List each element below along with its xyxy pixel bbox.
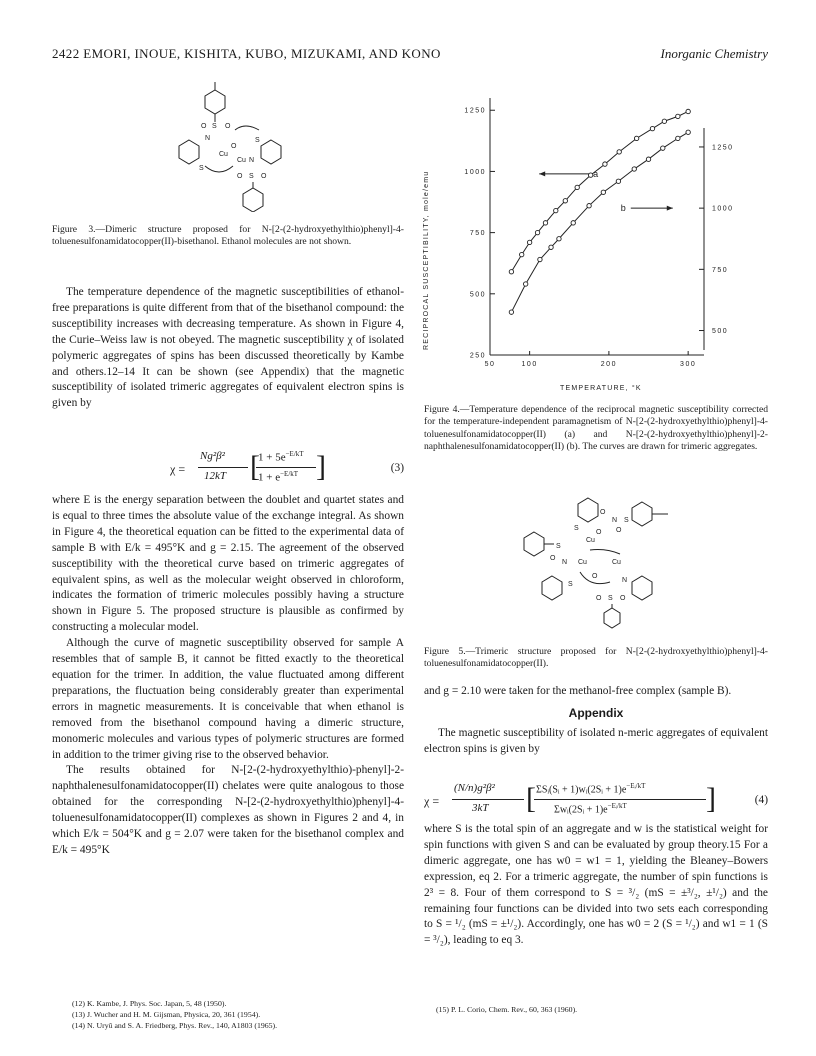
y-left-tick-label: 1000 bbox=[464, 168, 486, 176]
y-left-tick-label: 250 bbox=[469, 352, 486, 360]
series-b-point bbox=[549, 245, 553, 249]
atom-label: S bbox=[574, 525, 579, 532]
series-a-point bbox=[650, 126, 654, 130]
atom-label: Cu bbox=[578, 559, 587, 566]
atom-label: S bbox=[255, 137, 260, 144]
series-a-point bbox=[662, 119, 666, 123]
y-right-tick-label: 750 bbox=[712, 266, 729, 274]
series-a-label: a bbox=[593, 168, 599, 179]
paragraph: The temperature dependence of the magnetic susceptibilities of ethanol-free preparations is quite different from that of the bisethanol compound: the susceptibility increases with decreasing temperature. As shown in Figure 4, the Curie–Weiss law is not obeyed. The magnetic susceptibility χ of isolated polymeric aggregates of spins has been discussed theoretically by Kambe and others.12–14 It can be shown (see Appendix) that the magnetic susceptibility of isolated trimeric aggregates of equivalent electron spins is given by bbox=[52, 286, 404, 410]
x-tick-label: 200 bbox=[600, 361, 617, 368]
right-column-continued bbox=[424, 822, 768, 949]
paragraph: where E is the energy separation between the doublet and quartet states and is equal to three times the absolute value of the exchange integral. As shown in Figure 4, the theoretical equation can be fitted to the experimental data of sample B with E/k = 495°K and g = 2.15. The agreement of the observed susceptibility with the theoretical curve based on trimeric aggregates of equivalent spins, as well as the molecular weight observed in chloroform, indicates the formation of trimeric molecules possibly having a structure shown in Figure 5. The proposed structure is plausible as confirmed by constructing a molecular model. bbox=[52, 494, 404, 634]
series-a-point bbox=[543, 221, 547, 225]
footnote: (14) N. Uryû and S. A. Friedberg, Phys. Rev., 140, A1803 (1965). bbox=[72, 1021, 278, 1030]
atom-label: O bbox=[620, 595, 626, 602]
equation-4: χ = (N/n)g²β² 3kT [ ΣSᵢ(Sᵢ + 1)wᵢ(2Sᵢ + $1)e^{-Eᵢ/kT}$ Σwᵢ(2Sᵢ + $1)e^{-Eᵢ/kT}$ ] (4) bbox=[424, 782, 768, 816]
footnotes-right bbox=[436, 1004, 766, 1015]
figure-3-structure bbox=[175, 82, 305, 212]
series-b-point bbox=[646, 157, 650, 161]
atom-label: S bbox=[199, 165, 204, 172]
series-b-point bbox=[557, 237, 561, 241]
y-right-tick-label: 1000 bbox=[712, 205, 734, 213]
paragraph: The magnetic susceptibility of isolated n-meric aggregates of equivalent electron spins is given by bbox=[424, 726, 768, 755]
figure-4-caption: Figure 4.—Temperature dependence of the reciprocal magnetic susceptibility corrected for the temperature-independent paramagnetism of N-[2-(2-hydroxyethylthio)phenyl]-4-toluenesulfonamidatocopper(II) (a) and N-[2-(2-hydroxyethylthio)phenyl]-2-naphthalenesulfonamidatocopper(II) (b). The curves are drawn for trimeric aggregates. bbox=[424, 404, 768, 453]
series-b-point bbox=[571, 221, 575, 225]
atom-label: O bbox=[592, 573, 598, 580]
paragraph: Although the curve of magnetic susceptibility observed for sample A resembles that of sample B, it cannot be fitted exactly to the theoretical equation for the trimer. In addition, the value fluctuated among different preparations, the fluctuation being considerably greater than experimental errors in magnetic measurements. It is conceivable that when ethanol is removed from the bisethanol compound having a dimeric structure, monomeric molecules and various types of polymeric structures are formed in addition to the trimer giving rise to the observed behavior. bbox=[52, 637, 404, 761]
figure-5-caption: Figure 5.—Trimeric structure proposed for N-[2-(2-hydroxyethylthio)phenyl]-4-toluenesulfonamidatocopper(II). bbox=[424, 646, 768, 670]
series-a-point bbox=[676, 114, 680, 118]
atom-label: N bbox=[612, 517, 618, 524]
series-a-point bbox=[634, 136, 638, 140]
atom-label: O bbox=[550, 555, 556, 562]
eq-chi: χ = bbox=[170, 462, 186, 476]
eq-chi: χ = bbox=[424, 794, 440, 808]
paragraph: The results obtained for N-[2-(2-hydroxyethylthio)-phenyl]-2-naphthalenesulfonamidatocopper(II) chelates were quite analogous to those obtained for the corresponding N-[2-(2-hydroxyethylthio)phenyl]-4-toluenesulfonamidatocopper(II) complexes as shown in Figures 2 and 4, in which E/k = 504°K and g = 2.07 were taken for the bisethanol complex and E/k = 495°K bbox=[52, 764, 404, 856]
footnote: (13) J. Wucher and H. M. Gijsman, Physica, 20, 361 (1954). bbox=[72, 1010, 261, 1019]
atom-label: S bbox=[624, 517, 629, 524]
atom-label: Cu bbox=[586, 537, 595, 544]
series-b-label: b bbox=[620, 203, 626, 214]
atom-label: O bbox=[231, 143, 237, 150]
series-b-point bbox=[616, 179, 620, 183]
figure-5-structure bbox=[520, 492, 680, 632]
y-right-tick-label: 500 bbox=[712, 328, 729, 336]
series-a-point bbox=[575, 185, 579, 189]
eq-num-exp: −E/kT bbox=[285, 450, 304, 458]
series-b-point bbox=[601, 190, 605, 194]
series-b-point bbox=[661, 146, 665, 150]
atom-label: N bbox=[622, 577, 628, 584]
series-a-point bbox=[554, 208, 558, 212]
atom-label: Cu bbox=[237, 157, 246, 164]
footnote: (12) K. Kambe, J. Phys. Soc. Japan, 5, 48 (1950). bbox=[72, 999, 227, 1008]
atom-label: O bbox=[596, 529, 602, 536]
figure-3-caption: Figure 3.—Dimeric structure proposed for N-[2-(2-hydroxyethylthio)phenyl]-4-toluenesulfonamidatocopper(II)-bisethanol. Ethanol molecules are not shown. bbox=[52, 224, 404, 248]
y-left-tick-label: 750 bbox=[469, 230, 486, 238]
series-b-point bbox=[538, 257, 542, 261]
atom-label: O bbox=[237, 173, 243, 180]
footnote: (15) P. L. Corio, Chem. Rev., 60, 363 (1960). bbox=[436, 1005, 578, 1014]
eq-num: 1 + 5e bbox=[258, 451, 286, 464]
series-b-arrowhead bbox=[667, 206, 673, 211]
running-header bbox=[52, 46, 768, 64]
x-axis-label: TEMPERATURE, °K bbox=[560, 385, 642, 392]
series-b-curve bbox=[511, 132, 688, 312]
atom-label: Cu bbox=[219, 151, 228, 158]
series-a-point bbox=[535, 230, 539, 234]
series-b-point bbox=[676, 136, 680, 140]
atom-label: O bbox=[596, 595, 602, 602]
x-tick-label: 50 bbox=[484, 361, 496, 368]
series-a-point bbox=[527, 240, 531, 244]
atom-label: Cu bbox=[612, 559, 621, 566]
atom-label: S bbox=[568, 581, 573, 588]
journal-name: Inorganic Chemistry bbox=[660, 46, 768, 61]
equation-number: (4) bbox=[754, 794, 768, 806]
atom-label: S bbox=[212, 123, 217, 130]
eq-den-exp: −Eᵢ/kT bbox=[607, 802, 627, 810]
x-tick-label: 300 bbox=[680, 361, 697, 368]
footnotes-left bbox=[72, 998, 412, 1031]
series-a-point bbox=[563, 199, 567, 203]
eq-den-exp: −E/kT bbox=[280, 470, 299, 478]
paragraph: and g = 2.10 were taken for the methanol-free complex (sample B). bbox=[424, 685, 732, 697]
atom-label: S bbox=[249, 173, 254, 180]
appendix-heading: Appendix bbox=[568, 705, 624, 720]
eq-num-exp: −Eᵢ/kT bbox=[626, 782, 646, 790]
series-a-arrowhead bbox=[539, 171, 545, 176]
atom-label: N bbox=[205, 135, 211, 142]
eq-prefactor-num: Ng²β² bbox=[200, 450, 225, 462]
paragraph: where S is the total spin of an aggregate and w is the statistical weight for spin functions with given S and can be evaluated by group theory.15 For a dimeric aggregate, one has w0 = w1 = 1, yielding the Bleaney–Bowers expression, eq 2. For a trimeric aggregate, the number of spin functions is 2³ = 8. Four of them correspond to S = ³/₂ (mS = ±³/₂, ±¹/₂) and the remaining four functions can be divided into two sets each corresponding to S = ¹/₂ (mS = ±¹/₂). Accordingly, one has w0 = 2 (S = ¹/₂) and w1 = 1 (S = ³/₂), leading to eq 3. bbox=[424, 823, 768, 947]
right-column bbox=[424, 684, 768, 758]
series-b-point bbox=[587, 203, 591, 207]
y-axis-label: RECIPROCAL SUSCEPTIBILITY, mole/emu bbox=[423, 170, 430, 350]
eq-prefactor-den: 3kT bbox=[472, 802, 489, 814]
atom-label: S bbox=[608, 595, 613, 602]
left-column-continued bbox=[52, 493, 404, 859]
equation-3: χ = Ng²β² 12kT [ $1 + 5e^{-E/kT}$ $1 + e^{-E/kT}$ ] (3) bbox=[170, 450, 404, 484]
header-authors: 2422 EMORI, INOUE, KISHITA, KUBO, MIZUKAMI, AND KONO bbox=[52, 46, 441, 61]
atom-label: O bbox=[616, 527, 622, 534]
series-a-curve bbox=[511, 111, 688, 271]
y-left-tick-label: 500 bbox=[469, 291, 486, 299]
series-a-point bbox=[603, 162, 607, 166]
atom-label: O bbox=[600, 509, 606, 516]
x-tick-label: 100 bbox=[521, 361, 538, 368]
series-a-point bbox=[686, 109, 690, 113]
eq-prefactor-num: (N/n)g²β² bbox=[454, 782, 495, 794]
series-a-point bbox=[617, 150, 621, 154]
left-column bbox=[52, 285, 404, 412]
eq-den: 1 + e bbox=[258, 471, 281, 484]
series-b-point bbox=[632, 167, 636, 171]
series-b-point bbox=[686, 130, 690, 134]
eq-num: ΣSᵢ(Sᵢ + 1)wᵢ(2Sᵢ + 1)e bbox=[536, 784, 627, 796]
atom-label: S bbox=[556, 543, 561, 550]
atom-label: O bbox=[201, 123, 207, 130]
atom-label: N bbox=[562, 559, 568, 566]
series-b-point bbox=[523, 282, 527, 286]
eq-den: Σwᵢ(2Sᵢ + 1)e bbox=[554, 804, 608, 816]
series-a-point bbox=[520, 252, 524, 256]
equation-number: (3) bbox=[390, 462, 404, 474]
series-b-point bbox=[509, 310, 513, 314]
atom-label: O bbox=[225, 123, 231, 130]
y-left-tick-label: 1250 bbox=[464, 107, 486, 115]
figure-4-chart bbox=[412, 80, 768, 402]
atom-label: O bbox=[261, 173, 267, 180]
eq-prefactor-den: 12kT bbox=[204, 470, 226, 482]
y-right-tick-label: 1250 bbox=[712, 144, 734, 152]
series-a-point bbox=[509, 270, 513, 274]
atom-label: N bbox=[249, 157, 255, 164]
